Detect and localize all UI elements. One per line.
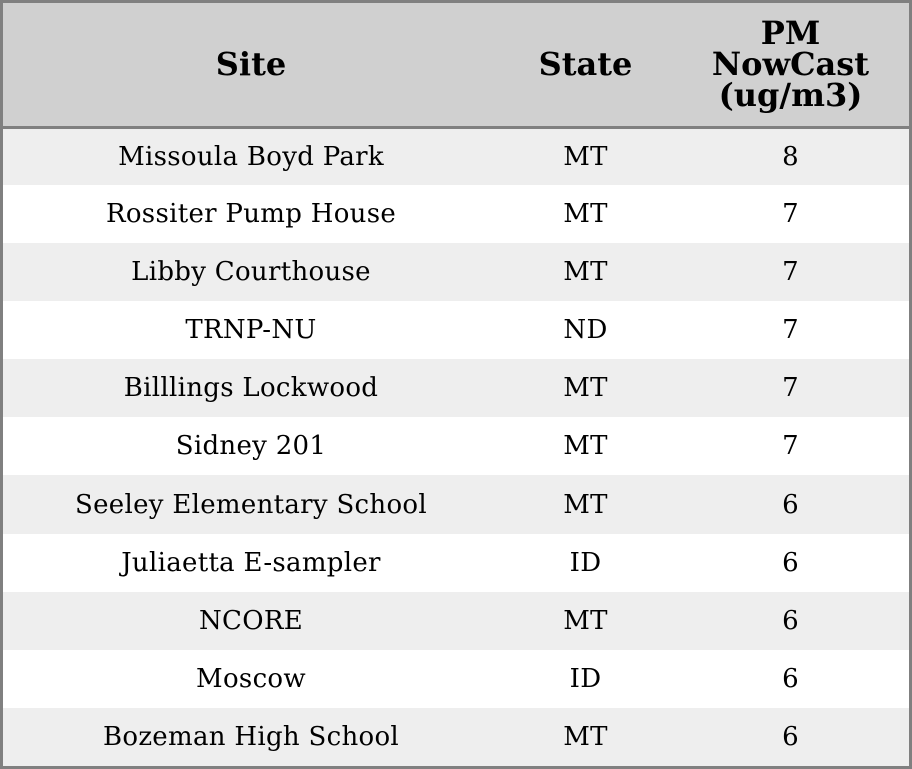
state-cell: MT [563, 431, 608, 462]
pm-value-cell: 7 [782, 199, 799, 230]
pm-value-cell: 6 [782, 605, 799, 636]
pm-value-cell: 6 [782, 663, 799, 694]
state-cell: ID [569, 663, 602, 694]
table-row [3, 534, 909, 592]
state-cell: MT [563, 605, 608, 636]
pm-value-cell: 7 [782, 373, 799, 404]
table-header [3, 3, 909, 127]
table-row [3, 475, 909, 533]
table-row [3, 650, 909, 708]
site-cell: Juliaetta E-sampler [121, 547, 381, 578]
state-cell: MT [563, 489, 608, 520]
site-cell: Bozeman High School [102, 721, 400, 752]
state-cell: ID [569, 547, 602, 578]
table-row [3, 359, 909, 417]
pm-value-cell: 7 [782, 315, 799, 346]
data-table [3, 3, 909, 766]
pm-value-cell: 8 [782, 141, 799, 172]
table-row [3, 243, 909, 301]
site-cell: Billlings Lockwood [123, 373, 379, 404]
table-row [3, 301, 909, 359]
site-cell: NCORE [198, 605, 303, 636]
site-cell: Libby Courthouse [131, 257, 371, 288]
table-row [3, 708, 909, 766]
column-header-pm-nowcast: PM NowCast (ug/m3) [672, 3, 909, 127]
state-cell: MT [563, 199, 608, 230]
site-cell: Seeley Elementary School [75, 489, 427, 520]
column-header-state: State [499, 3, 672, 127]
state-cell: MT [563, 721, 608, 752]
column-header-site: Site [3, 3, 499, 127]
table-body [3, 127, 909, 766]
pm-value-cell: 7 [782, 431, 799, 462]
table-row [3, 185, 909, 243]
state-cell: MT [563, 141, 608, 172]
pm-value-cell: 7 [782, 257, 799, 288]
table-row [3, 127, 909, 185]
state-cell: ND [563, 315, 608, 346]
site-cell: Moscow [196, 663, 306, 694]
state-cell: MT [563, 257, 608, 288]
state-cell: MT [563, 373, 608, 404]
site-cell: Sidney 201 [175, 431, 327, 462]
pm-value-cell: 6 [782, 489, 799, 520]
table-row [3, 592, 909, 650]
table-row [3, 417, 909, 475]
header-row [3, 3, 909, 127]
site-cell: TRNP-NU [185, 315, 317, 346]
pm-value-cell: 6 [782, 721, 799, 752]
pm-value-cell: 6 [782, 547, 799, 578]
site-cell: Missoula Boyd Park [118, 141, 384, 172]
site-cell: Rossiter Pump House [105, 199, 397, 230]
